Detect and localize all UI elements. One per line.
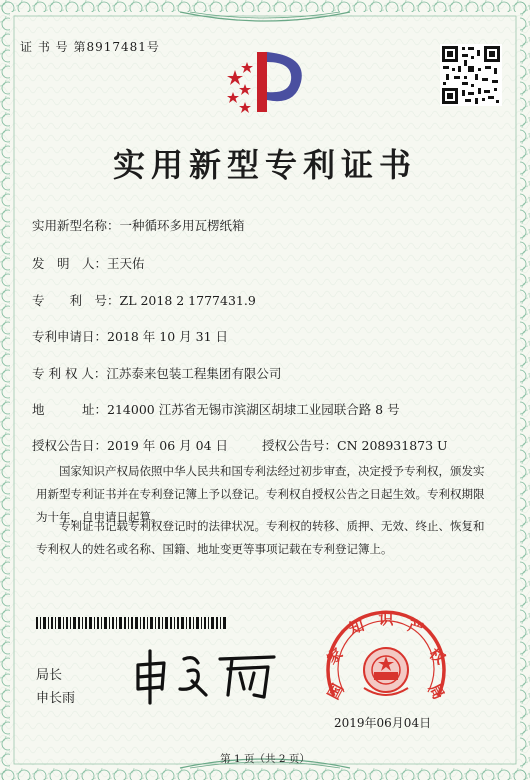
field-value: 一种循环多用瓦楞纸箱 xyxy=(119,218,245,233)
qr-code xyxy=(440,44,502,106)
filing-date-row xyxy=(32,327,228,345)
certificate-title: 实用新型专利证书 xyxy=(112,146,417,184)
seal-char: 家 xyxy=(323,644,347,668)
field-label: 授权公告号： xyxy=(262,438,338,453)
seal-char: 识 xyxy=(378,610,394,628)
seal-char: 局 xyxy=(424,680,448,703)
field-label: 专利申请日： xyxy=(32,329,108,344)
field-label: 授权公告日： xyxy=(32,438,108,453)
legal-status-paragraph: 专利证书记载专利权登记时的法律状况。专利权的转移、质押、无效、终止、恢复和专利权人的姓名或名称、国籍、地址变更等事项记载在专利登记簿上。 xyxy=(36,519,485,556)
field-label: 专 利 权 人： xyxy=(32,366,107,381)
field-label: 发 明 人： xyxy=(32,256,108,271)
cnipa-emblem-icon xyxy=(215,48,315,120)
certificate-number: 证 书 号 第8917481号 xyxy=(20,40,160,54)
utility-model-name-row xyxy=(32,216,245,234)
field-value: 214000 江苏省无锡市滨湖区胡埭工业园联合路 8 号 xyxy=(107,402,400,417)
seal-char: 国 xyxy=(324,680,348,703)
official-seal xyxy=(316,610,456,722)
seal-char: 知 xyxy=(346,616,367,639)
barcode xyxy=(36,617,226,629)
handwritten-signature xyxy=(128,645,278,705)
page-indicator: 第 1 页（共 2 页） xyxy=(220,753,310,765)
address-row xyxy=(32,400,400,418)
seal-date: 2019年06月04日 xyxy=(334,716,432,730)
grant-paragraph: 国家知识产权局依照中华人民共和国专利法经过初步审查，决定授予专利权，颁发实用新型专利证书并在专利登记簿上予以登记。专利权自授权公告之日起生效。专利权期限为十年，自申请日起算。 xyxy=(36,464,485,524)
patentee-row xyxy=(32,364,281,382)
announcement-date-row xyxy=(32,436,228,454)
director-title: 局长 xyxy=(36,668,63,683)
seal-char: 权 xyxy=(425,644,449,668)
seal-char: 产 xyxy=(405,616,426,639)
field-value: 2018 年 10 月 31 日 xyxy=(107,329,229,344)
announcement-number-row xyxy=(262,436,448,454)
field-value: 王天佑 xyxy=(107,256,145,271)
field-value: ZL 2018 2 1777431.9 xyxy=(119,293,256,308)
field-label: 实用新型名称： xyxy=(32,218,120,233)
field-value: 江苏泰来包装工程集团有限公司 xyxy=(106,366,282,381)
director-name: 申长雨 xyxy=(36,691,76,706)
patent-number-row xyxy=(32,291,256,309)
field-label: 专 利 号： xyxy=(32,293,120,308)
field-value: CN 208931873 U xyxy=(337,438,448,453)
inventor-row xyxy=(32,254,145,272)
field-value: 2019 年 06 月 04 日 xyxy=(107,438,229,453)
field-label: 地 址： xyxy=(32,402,108,417)
